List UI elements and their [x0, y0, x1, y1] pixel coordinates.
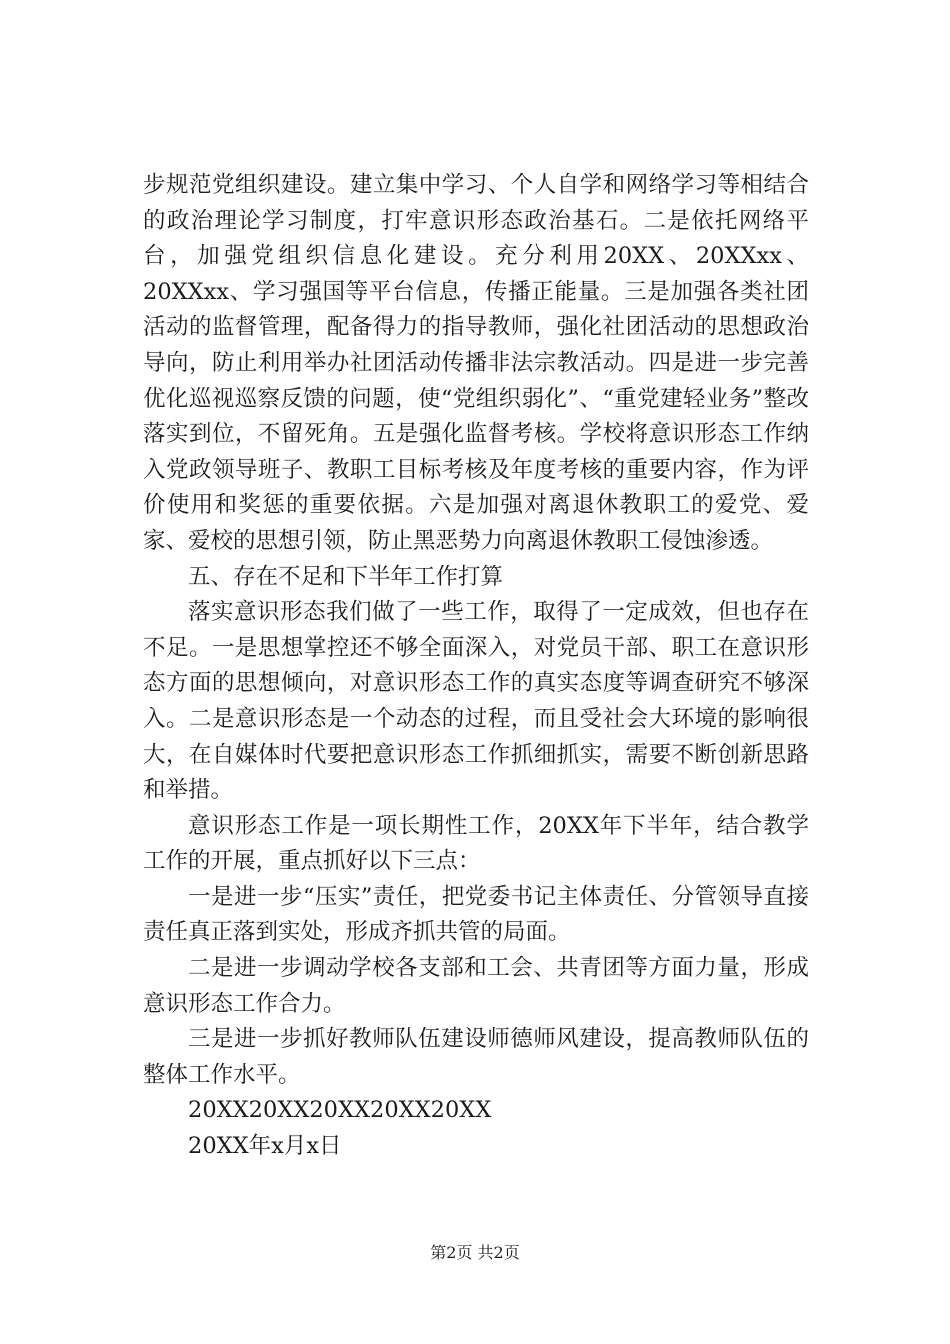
signature-organization: 20XX20XX20XX20XX20XX [188, 1097, 492, 1124]
paragraph-plan-intro: 意识形态工作是一项长期性工作，20XX年下半年，结合教学工作的开展，重点抓好以下三点： [143, 812, 809, 875]
signature-date: 20XX年x月x日 [188, 1133, 342, 1160]
paragraph-shortcomings: 落实意识形态我们做了一些工作，取得了一定成效，但也存在不足。一是思想掌控还不够全面深入，对党员干部、职工在意识形态方面的思想倾向，对意识形态工作的真实态度等调查研究不够深入。二是意识形态是一个动态的过程，而且受社会大环境的影响很大，在自媒体时代要把意识形态工作抓细抓实，需要不断创新思路和举措。 [143, 599, 809, 804]
page-number: 第2页 共2页 [430, 1243, 520, 1262]
paragraph-party-building: 步规范党组织建设。建立集中学习、个人自学和网络学习等相结合的政治理论学习制度，打牢意识形态政治基石。二是依托网络平台，加强党组织信息化建设。充分利用20XX、20XXxx、20XXxx、学习强国等平台信息，传播正能量。三是加强各类社团活动的监督管理，配备得力的指导教师，强化社团活动的思想政治导向，防止利用举办社团活动传播非法宗教活动。四是进一步完善优化巡视巡察反馈的问题，使“党组织弱化”、“重党建轻业务”整改落实到位，不留死角。五是强化监督考核。学校将意识形态工作纳入党政领导班子、教职工目标考核及年度考核的重要内容，作为评价使用和奖惩的重要依据。六是加强对离退休教职工的爱党、爱家、爱校的思想引领，防止黑恶势力向离退休教职工侵蚀渗透。 [143, 172, 809, 554]
document-body [143, 168, 809, 1165]
section-heading-shortcomings: 五、存在不足和下半年工作打算 [188, 563, 504, 590]
paragraph-plan-item-3: 三是进一步抓好教师队伍建设师德师风建设，提高教师队伍的整体工作水平。 [143, 1026, 809, 1088]
paragraph-plan-item-1: 一是进一步“压实”责任，把党委书记主体责任、分管领导直接责任真正落到实处，形成齐抓共管的局面。 [143, 883, 809, 946]
paragraph-plan-item-2: 二是进一步调动学校各支部和工会、共青团等方面力量，形成意识形态工作合力。 [143, 955, 809, 1017]
